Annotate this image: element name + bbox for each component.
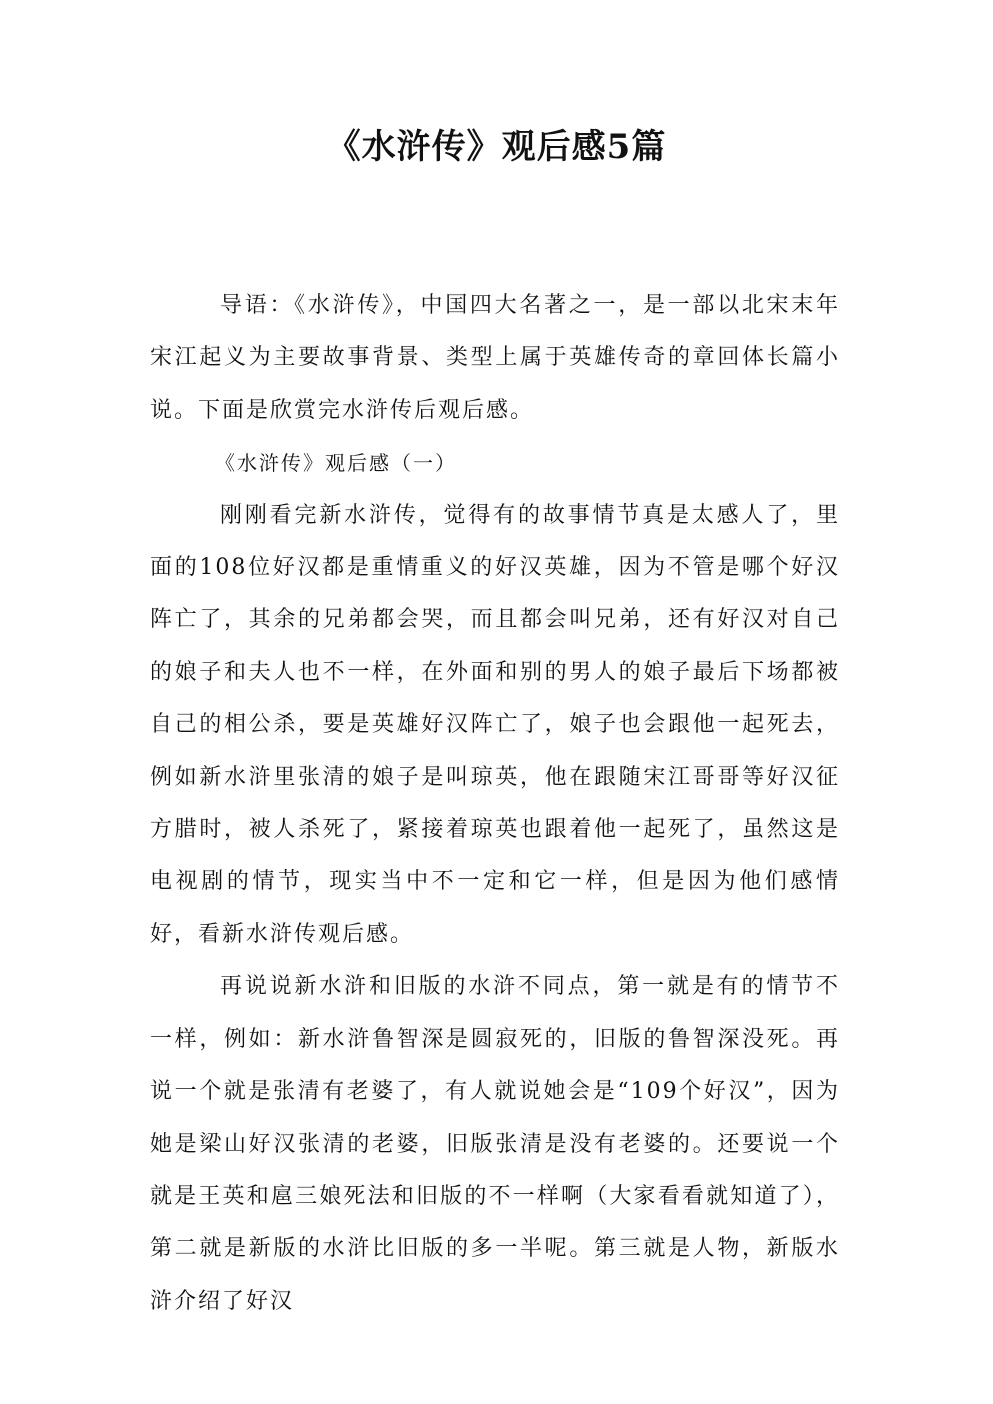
- body-paragraph-1: 刚刚看完新水浒传，觉得有的故事情节真是太感人了，里面的108位好汉都是重情重义的好汉英雄，因为不管是哪个好汉阵亡了，其余的兄弟都会哭，而且都会叫兄弟，还有好汉对自己的娘子和夫人也不一样，在外面和别的男人的娘子最后下场都被自己的相公杀，要是英雄好汉阵亡了，娘子也会跟他一起死去，例如新水浒里张清的娘子是叫琼英，他在跟随宋江哥哥等好汉征方腊时，被人杀死了，紧接着琼英也跟着他一起死了，虽然这是电视剧的情节，现实当中不一定和它一样，但是因为他们感情好，看新水浒传观后感。: [150, 502, 840, 947]
- section-heading: 《水浒传》观后感（一）: [215, 451, 457, 476]
- body-paragraph-2: 再说说新水浒和旧版的水浒不同点，第一就是有的情节不一样，例如：新水浒鲁智深是圆寂死的，旧版的鲁智深没死。再说一个就是张清有老婆了，有人就说她会是“109个好汉”，因为她是梁山好汉张清的老婆，旧版张清是没有老婆的。还要说一个就是王英和扈三娘死法和旧版的不一样啊（大家看看就知道了），第二就是新版的水浒比旧版的多一半呢。第三就是人物，新版水浒介绍了好汉: [150, 974, 840, 1314]
- document-body: [150, 280, 840, 1328]
- intro-paragraph: 导语：《水浒传》，中国四大名著之一，是一部以北宋末年宋江起义为主要故事背景、类型上属于英雄传奇的章回体长篇小说。下面是欣赏完水浒传后观后感。: [150, 293, 840, 423]
- document-title: 《水浒传》观后感5篇: [326, 127, 667, 167]
